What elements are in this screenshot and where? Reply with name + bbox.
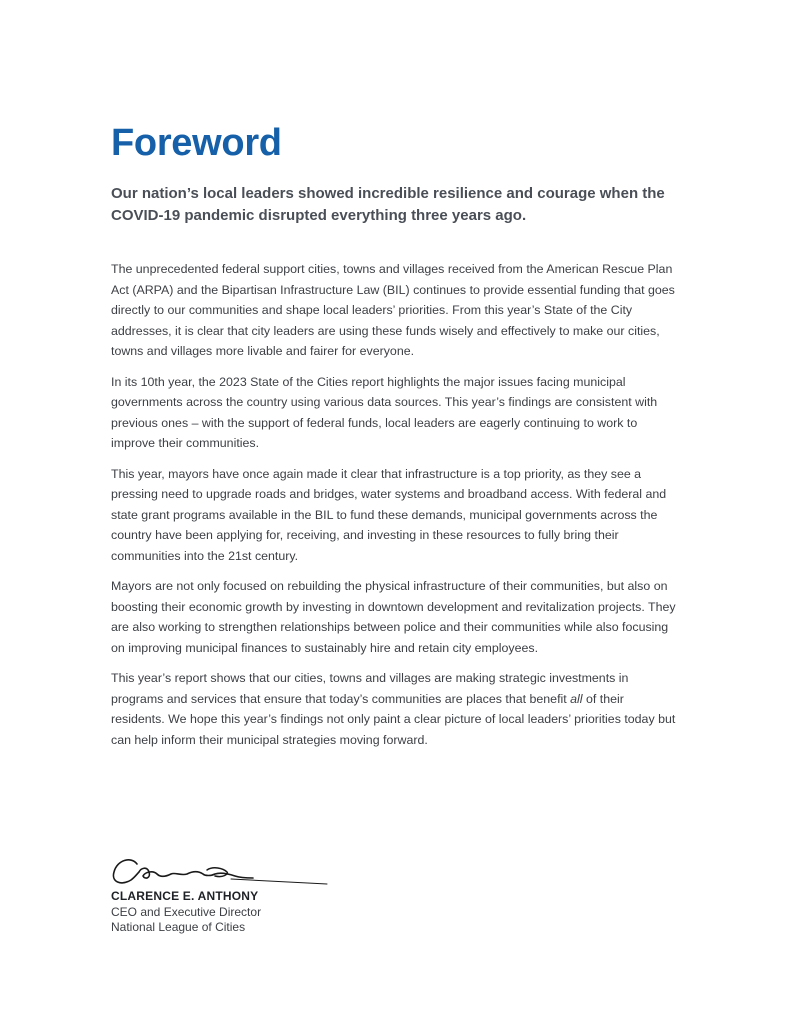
signatory-title: CEO and Executive Director: [111, 905, 262, 919]
body-text: [111, 259, 681, 760]
paragraph-4: Mayors are not only focused on rebuilding the physical infrastructure of their communities, but also on boosting their economic growth by investing in downtown development and revitalization projects. They are also working to strengthen relationships between police and their communities while also focusing on improving municipal finances to sustainably hire and retain city employees.: [111, 579, 676, 655]
page-subtitle: Our nation’s local leaders showed incredible resilience and courage when the COVID-19 pandemic disrupted everything three years ago.: [111, 185, 665, 224]
paragraph-5-emphasis: all: [570, 691, 583, 706]
paragraph-3: This year, mayors have once again made it clear that infrastructure is a top priority, as they see a pressing need to upgrade roads and bridges, water systems and broadband access. With federal and state grant programs available in the BIL to fund these demands, municipal governments across the country have been applying for, receiving, and investing in these resources to fully bring their communities into the 21st century.: [111, 466, 667, 563]
paragraph-1: The unprecedented federal support cities, towns and villages received from the American Rescue Plan Act (ARPA) and the Bipartisan Infrastructure Law (BIL) continues to provide essential funding that goes directly to our communities and shape local leaders’ priorities. From this year’s State of the City addresses, it is clear that city leaders are using these funds wisely and effectively to make our cities, towns and villages more livable and fairer for everyone.: [111, 262, 675, 358]
paragraph-5-start: This year’s report shows that our cities, towns and villages are making strategic investments in programs and services that ensure that today’s communities are places that benefit: [111, 671, 629, 706]
signatory-organization: National League of Cities: [111, 920, 246, 934]
paragraph-5: [111, 668, 681, 750]
paragraph-2: In its 10th year, the 2023 State of the Cities report highlights the major issues facing municipal governments across the country using various data sources. This year’s findings are consistent with previous ones – with the support of federal funds, local leaders are eagerly continuing to work to improve their communities.: [111, 374, 658, 450]
signature-image: [111, 852, 341, 892]
page-title: Foreword: [111, 122, 282, 164]
paragraph-5-end: of their residents. We hope this year’s findings not only paint a clear picture of local leaders’ priorities today but can help inform their municipal strategies moving forward.: [111, 691, 676, 747]
signatory-name: CLARENCE E. ANTHONY: [111, 889, 259, 903]
